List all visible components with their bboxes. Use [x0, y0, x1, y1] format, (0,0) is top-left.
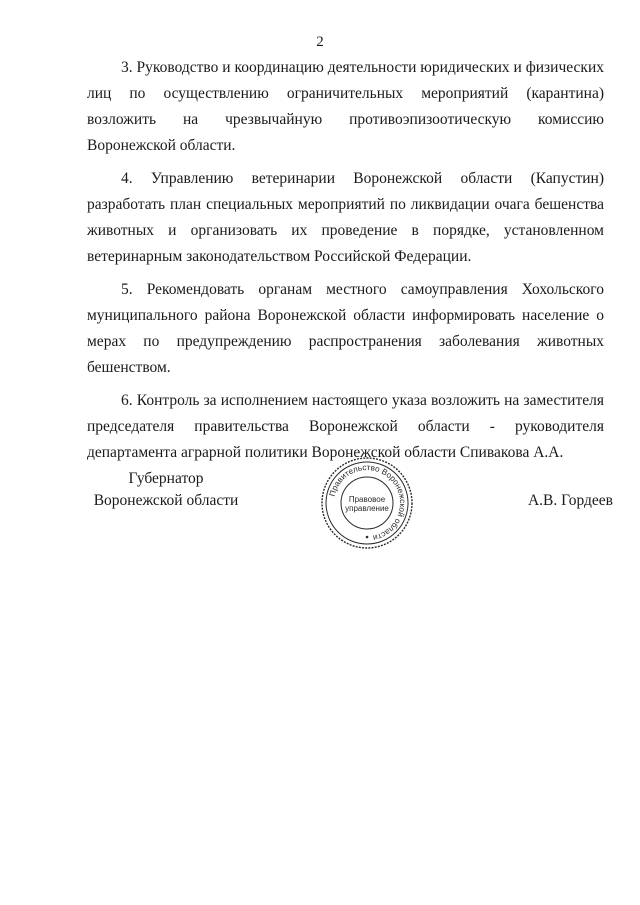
signatory-name: А.В. Гордеев — [527, 492, 613, 509]
stamp-center-line1: Правовое — [348, 495, 386, 504]
paragraph-6: 6. Контроль за исполнением настоящего указа возложить на заместителя председателя правительства Воронежской области - руководителя департамента аграрной политики Воронежской области Спивакова А.А. — [87, 392, 604, 461]
signatory-title-line1: Губернатор — [128, 470, 204, 487]
stamp-ring-text: Правительство Воронежской области — [327, 462, 408, 543]
signatory-title — [86, 468, 246, 512]
paragraph-4: 4. Управлению ветеринарии Воронежской области (Капустин) разработать план специальных мероприятий по ликвидации очага бешенства животных и организовать их проведение в порядке, установленном ветеринарным законодательством Российской Федерации. — [87, 170, 604, 265]
stamp-dot-icon — [366, 536, 369, 539]
signatory-title-line2: Воронежской области — [93, 492, 239, 509]
page-number: 2 — [316, 34, 324, 50]
document-body — [87, 55, 604, 473]
stamp-center-line2: управление — [345, 504, 389, 513]
paragraph-5: 5. Рекомендовать органам местного самоуправления Хохольского муниципального района Воронежской области информировать население о мерах по предупреждению распространения заболевания животных бешенством. — [87, 281, 604, 376]
paragraph-3: 3. Руководство и координацию деятельности юридических и физических лиц по осуществлению ограничительных мероприятий (карантина) возложить на чрезвычайную противоэпизоотическую комиссию Воронежской области. — [87, 59, 604, 154]
